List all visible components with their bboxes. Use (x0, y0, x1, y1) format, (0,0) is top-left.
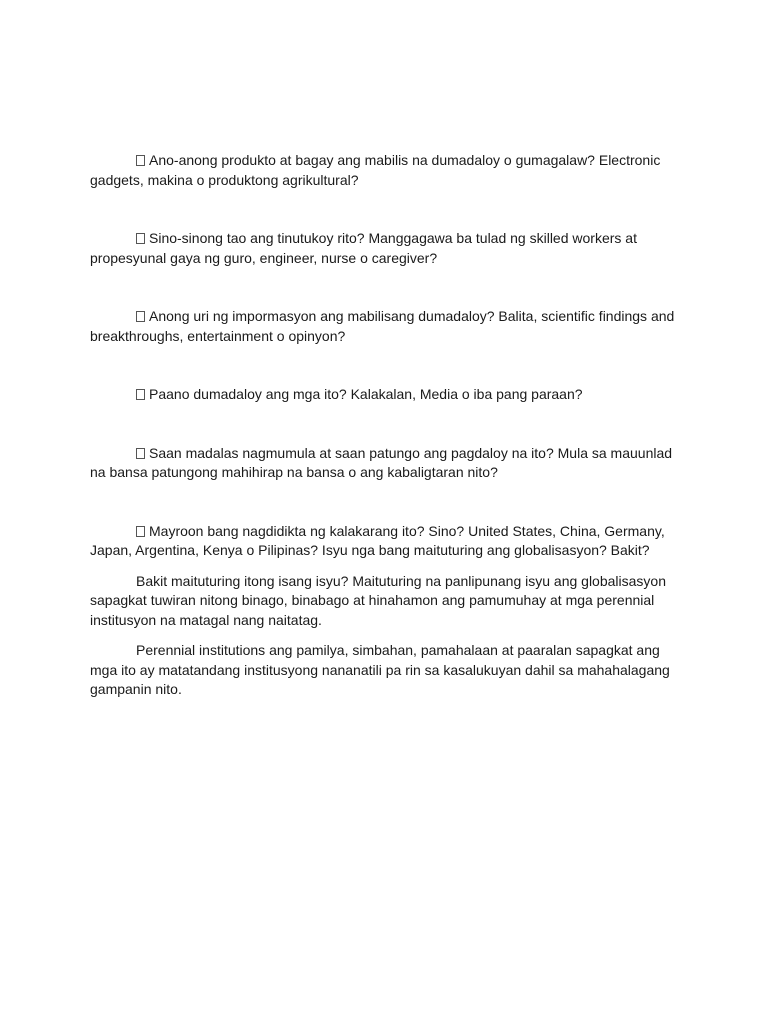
question-text: Mayroon bang nagdidikta ng kalakarang ito? Sino? United States, China, Germany, Japan, Argentina, Kenya o Pilipinas? Isyu nga bang maituturing ang globalisasyon? Bakit? (90, 522, 665, 558)
missing-glyph-box-icon (136, 155, 145, 166)
missing-glyph-box-icon (136, 311, 145, 322)
body-paragraph: Bakit maituturing itong isang isyu? Maituturing na panlipunang isyu ang globalisasyon sapagkat tuwiran nitong binago, binabago at hinahamon ang pamumuhay at mga perennial institusyon na matagal nang naitatag. (90, 572, 666, 628)
missing-glyph-box-icon (136, 389, 145, 400)
question-item (90, 229, 690, 268)
document-body (90, 151, 690, 700)
body-paragraph: Perennial institutions ang pamilya, simbahan, pamahalaan at paaralan sapagkat ang mga ito ay matatandang institusyong nananatili pa rin sa kasalukuyan dahil sa mahahalagang gampanin nito. (90, 642, 670, 697)
question-item (90, 444, 690, 483)
question-text: Anong uri ng impormasyon ang mabilisang dumadaloy? Balita, scientific findings and breakthroughs, entertainment o opinyon? (90, 308, 675, 344)
missing-glyph-box-icon (136, 233, 145, 244)
question-item (90, 307, 690, 346)
question-text: Paano dumadaloy ang mga ito? Kalakalan, Media o iba pang paraan? (149, 386, 583, 402)
question-text: Ano-anong produkto at bagay ang mabilis na dumadaloy o gumagalaw? Electronic gadgets, makina o produktong agrikultural? (90, 152, 661, 188)
question-text: Sino-sinong tao ang tinutukoy rito? Manggagawa ba tulad ng skilled workers at propesyunal gaya ng guro, engineer, nurse o caregiver? (90, 230, 637, 266)
missing-glyph-box-icon (136, 526, 145, 537)
question-item (90, 522, 690, 561)
missing-glyph-box-icon (136, 448, 145, 459)
question-item (90, 385, 690, 405)
question-text: Saan madalas nagmumula at saan patungo ang pagdaloy na ito? Mula sa mauunlad na bansa patungong mahihirap na bansa o ang kabaligtaran nito? (90, 444, 673, 480)
question-item (90, 151, 690, 190)
